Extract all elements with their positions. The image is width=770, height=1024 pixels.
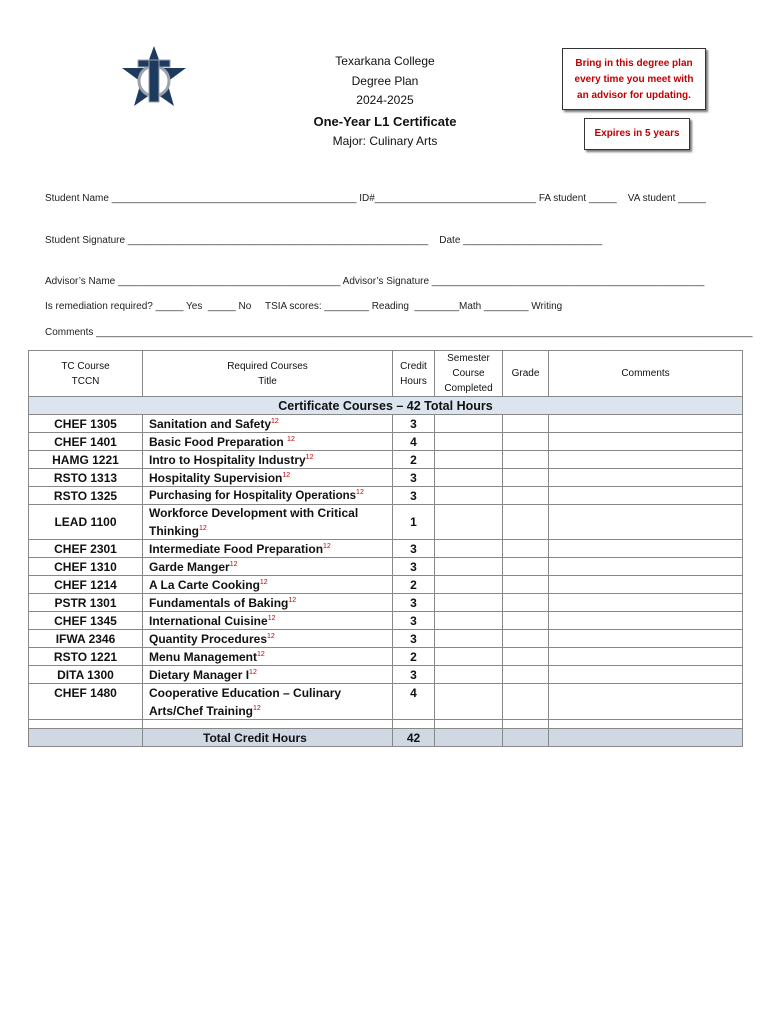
- grade-cell[interactable]: [503, 594, 549, 612]
- course-code: CHEF 1401: [29, 433, 143, 451]
- semester-cell[interactable]: [435, 469, 503, 487]
- table-row: [29, 487, 743, 505]
- section-row: [29, 397, 743, 415]
- grade-cell[interactable]: [503, 630, 549, 648]
- credit-hours: 3: [393, 469, 435, 487]
- table-row: [29, 415, 743, 433]
- grade-cell[interactable]: [503, 469, 549, 487]
- course-title: Purchasing for Hospitality Operations$^{12}$: [143, 487, 393, 505]
- credit-hours: 4: [393, 684, 435, 720]
- course-code: CHEF 1214: [29, 576, 143, 594]
- table-row: [29, 469, 743, 487]
- credit-hours: 3: [393, 415, 435, 433]
- semester-cell[interactable]: [435, 648, 503, 666]
- comments-cell[interactable]: [549, 415, 743, 433]
- course-code: DITA 1300: [29, 666, 143, 684]
- header-comments: Comments: [549, 351, 743, 397]
- grade-cell[interactable]: [503, 433, 549, 451]
- comments-cell[interactable]: [549, 576, 743, 594]
- credit-hours: 3: [393, 612, 435, 630]
- total-label: Total Credit Hours: [143, 729, 393, 747]
- grade-cell[interactable]: [503, 505, 549, 540]
- credit-hours: 3: [393, 594, 435, 612]
- course-title: Menu Management$^{12}$: [143, 648, 393, 666]
- document-type: Degree Plan: [351, 73, 419, 88]
- comments-cell[interactable]: [549, 630, 743, 648]
- course-code: PSTR 1301: [29, 594, 143, 612]
- notice-line: an advisor for updating.: [577, 90, 691, 101]
- course-title: Dietary Manager $I^{12}$: [143, 666, 393, 684]
- semester-cell[interactable]: [435, 576, 503, 594]
- course-code: CHEF 1305: [29, 415, 143, 433]
- semester-cell[interactable]: [435, 630, 503, 648]
- course-code: LEAD 1100: [29, 505, 143, 540]
- academic-year: 2024-2025: [356, 93, 414, 107]
- document-header: [285, 52, 485, 152]
- credit-hours: 4: [393, 433, 435, 451]
- credit-hours: 2: [393, 576, 435, 594]
- grade-cell[interactable]: [503, 612, 549, 630]
- table-row: [29, 594, 743, 612]
- course-title: Quantity Procedures$^{12}$: [143, 630, 393, 648]
- credit-hours: 1: [393, 505, 435, 540]
- comments-cell[interactable]: [549, 684, 743, 720]
- course-code: IFWA 2346: [29, 630, 143, 648]
- course-title: A La Carte Cooking$^{12}$: [143, 576, 393, 594]
- table-row: [29, 451, 743, 469]
- remediation-line[interactable]: Is remediation required? _____ Yes _____ No TSIA scores: ________ Reading ________Math ________ Writing: [45, 301, 563, 312]
- comments-cell[interactable]: [549, 612, 743, 630]
- comments-cell[interactable]: [549, 558, 743, 576]
- comments-cell[interactable]: [549, 666, 743, 684]
- comments-cell[interactable]: [549, 505, 743, 540]
- header-credit-hours: Credit Hours: [393, 351, 435, 397]
- table-row: [29, 630, 743, 648]
- course-code: RSTO 1325: [29, 487, 143, 505]
- certificate-title: One-Year L1 Certificate: [313, 113, 457, 129]
- total-blank: [503, 729, 549, 747]
- course-title: Intro to Hospitality Industry$^{12}$: [143, 451, 393, 469]
- credit-hours: 2: [393, 648, 435, 666]
- section-title: Certificate Courses – 42 Total Hours: [29, 397, 743, 415]
- grade-cell[interactable]: [503, 558, 549, 576]
- spacer-row: [29, 720, 743, 729]
- advisor-line[interactable]: Advisor’s Name ________________________________________ Advisor’s Signature _________________________________________________: [45, 276, 705, 287]
- total-blank: [29, 729, 143, 747]
- course-title: Workforce Development with Critical Thinking$^{12}$: [143, 505, 393, 540]
- table-row: [29, 505, 743, 540]
- semester-cell[interactable]: [435, 612, 503, 630]
- comments-cell[interactable]: [549, 540, 743, 558]
- expires-box: Expires in 5 years: [584, 118, 690, 150]
- table-row: [29, 666, 743, 684]
- notice-line: every time you meet with: [574, 74, 694, 85]
- grade-cell[interactable]: [503, 451, 549, 469]
- course-code: CHEF 1480: [29, 684, 143, 720]
- credit-hours: 3: [393, 630, 435, 648]
- comments-cell[interactable]: [549, 648, 743, 666]
- semester-cell[interactable]: [435, 451, 503, 469]
- grade-cell[interactable]: [503, 576, 549, 594]
- grade-cell[interactable]: [503, 666, 549, 684]
- notice-line: Bring in this degree plan: [575, 58, 693, 69]
- course-title: Cooperative Education – Culinary Arts/Chef Training$^{12}$: [143, 684, 393, 720]
- advisor-notice-box: [562, 48, 706, 110]
- grade-cell[interactable]: [503, 540, 549, 558]
- course-code: RSTO 1313: [29, 469, 143, 487]
- semester-cell[interactable]: [435, 558, 503, 576]
- table-row: [29, 433, 743, 451]
- course-code: CHEF 1310: [29, 558, 143, 576]
- semester-cell[interactable]: [435, 433, 503, 451]
- major-label: Major: Culinary Arts: [332, 134, 438, 148]
- student-signature-line[interactable]: Student Signature ______________________________________________________ Date _________________________: [45, 235, 603, 246]
- table-row: [29, 612, 743, 630]
- course-title: Fundamentals of Baking$^{12}$: [143, 594, 393, 612]
- grade-cell[interactable]: [503, 684, 549, 720]
- semester-cell[interactable]: [435, 415, 503, 433]
- table-row: [29, 540, 743, 558]
- course-code: RSTO 1221: [29, 648, 143, 666]
- credit-hours: 3: [393, 487, 435, 505]
- semester-cell[interactable]: [435, 487, 503, 505]
- semester-cell[interactable]: [435, 540, 503, 558]
- comments-cell[interactable]: [549, 594, 743, 612]
- header-course: TC Course TCCN: [29, 351, 143, 397]
- table-row: [29, 576, 743, 594]
- college-logo: [120, 44, 188, 114]
- credit-hours: 3: [393, 558, 435, 576]
- table-row: [29, 648, 743, 666]
- semester-cell[interactable]: [435, 666, 503, 684]
- course-code: CHEF 2301: [29, 540, 143, 558]
- comments-line[interactable]: Comments ______________________________________________________________________________________________________________________: [45, 327, 753, 338]
- course-title: Sanitation and Safety$^{12}$: [143, 415, 393, 433]
- grade-cell[interactable]: [503, 648, 549, 666]
- total-blank: [549, 729, 743, 747]
- course-title: Hospitality Supervision$^{12}$: [143, 469, 393, 487]
- course-title: International Cuisine$^{12}$: [143, 612, 393, 630]
- course-title: Basic Food Preparation $^{12}$: [143, 433, 393, 451]
- credit-hours: 3: [393, 540, 435, 558]
- header-grade: Grade: [503, 351, 549, 397]
- student-info-line[interactable]: Student Name ____________________________________________ ID#_____________________________ FA student _____ VA student _____: [45, 193, 706, 204]
- comments-cell[interactable]: [549, 433, 743, 451]
- header-required-courses: Required Courses Title: [143, 351, 393, 397]
- header-semester: Semester Course Completed: [435, 351, 503, 397]
- college-name: Texarkana College: [335, 54, 435, 68]
- total-blank: [435, 729, 503, 747]
- grade-cell[interactable]: [503, 487, 549, 505]
- credit-hours: 3: [393, 666, 435, 684]
- comments-cell[interactable]: [549, 487, 743, 505]
- course-title: Intermediate Food Preparation$^{12}$: [143, 540, 393, 558]
- comments-cell[interactable]: [549, 469, 743, 487]
- comments-cell[interactable]: [549, 451, 743, 469]
- grade-cell[interactable]: [503, 415, 549, 433]
- semester-cell[interactable]: [435, 505, 503, 540]
- credit-hours: 2: [393, 451, 435, 469]
- table-row: [29, 558, 743, 576]
- table-row: [29, 684, 743, 720]
- course-title: Garde Manger$^{12}$: [143, 558, 393, 576]
- total-hours: 42: [393, 729, 435, 747]
- course-code: HAMG 1221: [29, 451, 143, 469]
- total-row: [29, 729, 743, 747]
- semester-cell[interactable]: [435, 684, 503, 720]
- table-header-row: [29, 351, 743, 397]
- course-table: [28, 350, 743, 747]
- course-code: CHEF 1345: [29, 612, 143, 630]
- semester-cell[interactable]: [435, 594, 503, 612]
